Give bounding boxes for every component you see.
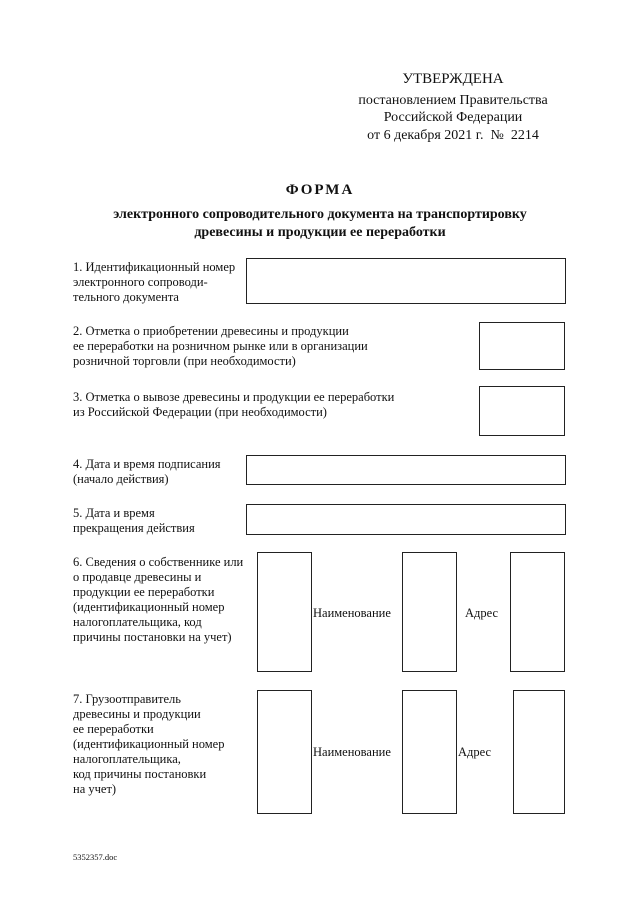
- field-2-input[interactable]: [479, 322, 565, 370]
- field-6-address-label: Адрес: [465, 606, 499, 620]
- field-5-label-line: 5. Дата и время: [73, 506, 155, 520]
- field-7-name-input[interactable]: [402, 690, 457, 814]
- field-1-label: [73, 260, 245, 305]
- field-7-label-line: на учет): [73, 782, 117, 796]
- field-4-label-line: 4. Дата и время подписания: [73, 457, 221, 471]
- field-7-label-line: код причины постановки: [73, 767, 207, 781]
- field-6-label-line: налогоплательщика, код: [73, 615, 202, 629]
- field-2-label-line: розничной торговли (при необходимости): [73, 354, 296, 368]
- form-title: ФОРМА: [285, 182, 355, 198]
- field-2-label: [73, 324, 403, 369]
- field-6-label-line: причины постановки на учет): [73, 630, 232, 644]
- field-6-label: [73, 555, 258, 645]
- field-6-name-label: Наименование: [313, 606, 391, 620]
- field-5-label-line: прекращения действия: [73, 521, 195, 535]
- field-6-name-input[interactable]: [402, 552, 457, 672]
- field-7-label-line: древесины и продукции: [73, 707, 201, 721]
- field-7-address-label: Адрес: [458, 745, 492, 759]
- field-7-label: [73, 692, 253, 797]
- field-6-label-line: о продавце древесины и: [73, 570, 202, 584]
- field-7-label-line: (идентификационный номер: [73, 737, 225, 751]
- field-4-input[interactable]: [246, 455, 566, 485]
- approval-line-1: постановлением Правительства: [358, 93, 548, 108]
- field-5-input[interactable]: [246, 504, 566, 535]
- form-subtitle-line-2: древесины и продукции ее переработки: [194, 225, 446, 240]
- field-3-label-line: 3. Отметка о вывозе древесины и продукции ее переработки: [73, 390, 395, 404]
- field-7-name-label: Наименование: [313, 745, 391, 759]
- field-1-label-line: электронного сопроводи-: [73, 275, 208, 289]
- field-7-label-line: налогоплательщика,: [73, 752, 181, 766]
- field-1-label-line: тельного документа: [73, 290, 179, 304]
- field-7-address-input[interactable]: [513, 690, 565, 814]
- field-2-label-line: ее переработки на розничном рынке или в организации: [73, 339, 368, 353]
- approval-status: УТВЕРЖДЕНА: [402, 71, 504, 87]
- field-1-input[interactable]: [246, 258, 566, 304]
- field-6-address-input[interactable]: [510, 552, 565, 672]
- field-7-label-line: ее переработки: [73, 722, 154, 736]
- field-6-inn-input[interactable]: [257, 552, 312, 672]
- field-6-label-line: продукции ее переработки: [73, 585, 215, 599]
- field-7-inn-input[interactable]: [257, 690, 312, 814]
- field-3-label: [73, 390, 418, 420]
- field-3-input[interactable]: [479, 386, 565, 436]
- form-subtitle-line-1: электронного сопроводительного документа на транспортировку: [113, 207, 527, 222]
- field-7-label-line: 7. Грузоотправитель: [73, 692, 181, 706]
- field-1-label-line: 1. Идентификационный номер: [73, 260, 236, 274]
- field-4-label: [73, 457, 245, 487]
- approval-line-2: Российской Федерации: [383, 110, 523, 125]
- field-6-label-line: 6. Сведения о собственнике или: [73, 555, 244, 569]
- field-4-label-line: (начало действия): [73, 472, 169, 486]
- field-2-label-line: 2. Отметка о приобретении древесины и продукции: [73, 324, 349, 338]
- field-6-label-line: (идентификационный номер: [73, 600, 225, 614]
- approval-line-3: от 6 декабря 2021 г. № 2214: [367, 128, 539, 143]
- document-code: 5352357.doc: [73, 852, 118, 862]
- field-3-label-line: из Российской Федерации (при необходимости): [73, 405, 327, 419]
- field-5-label: [73, 506, 245, 536]
